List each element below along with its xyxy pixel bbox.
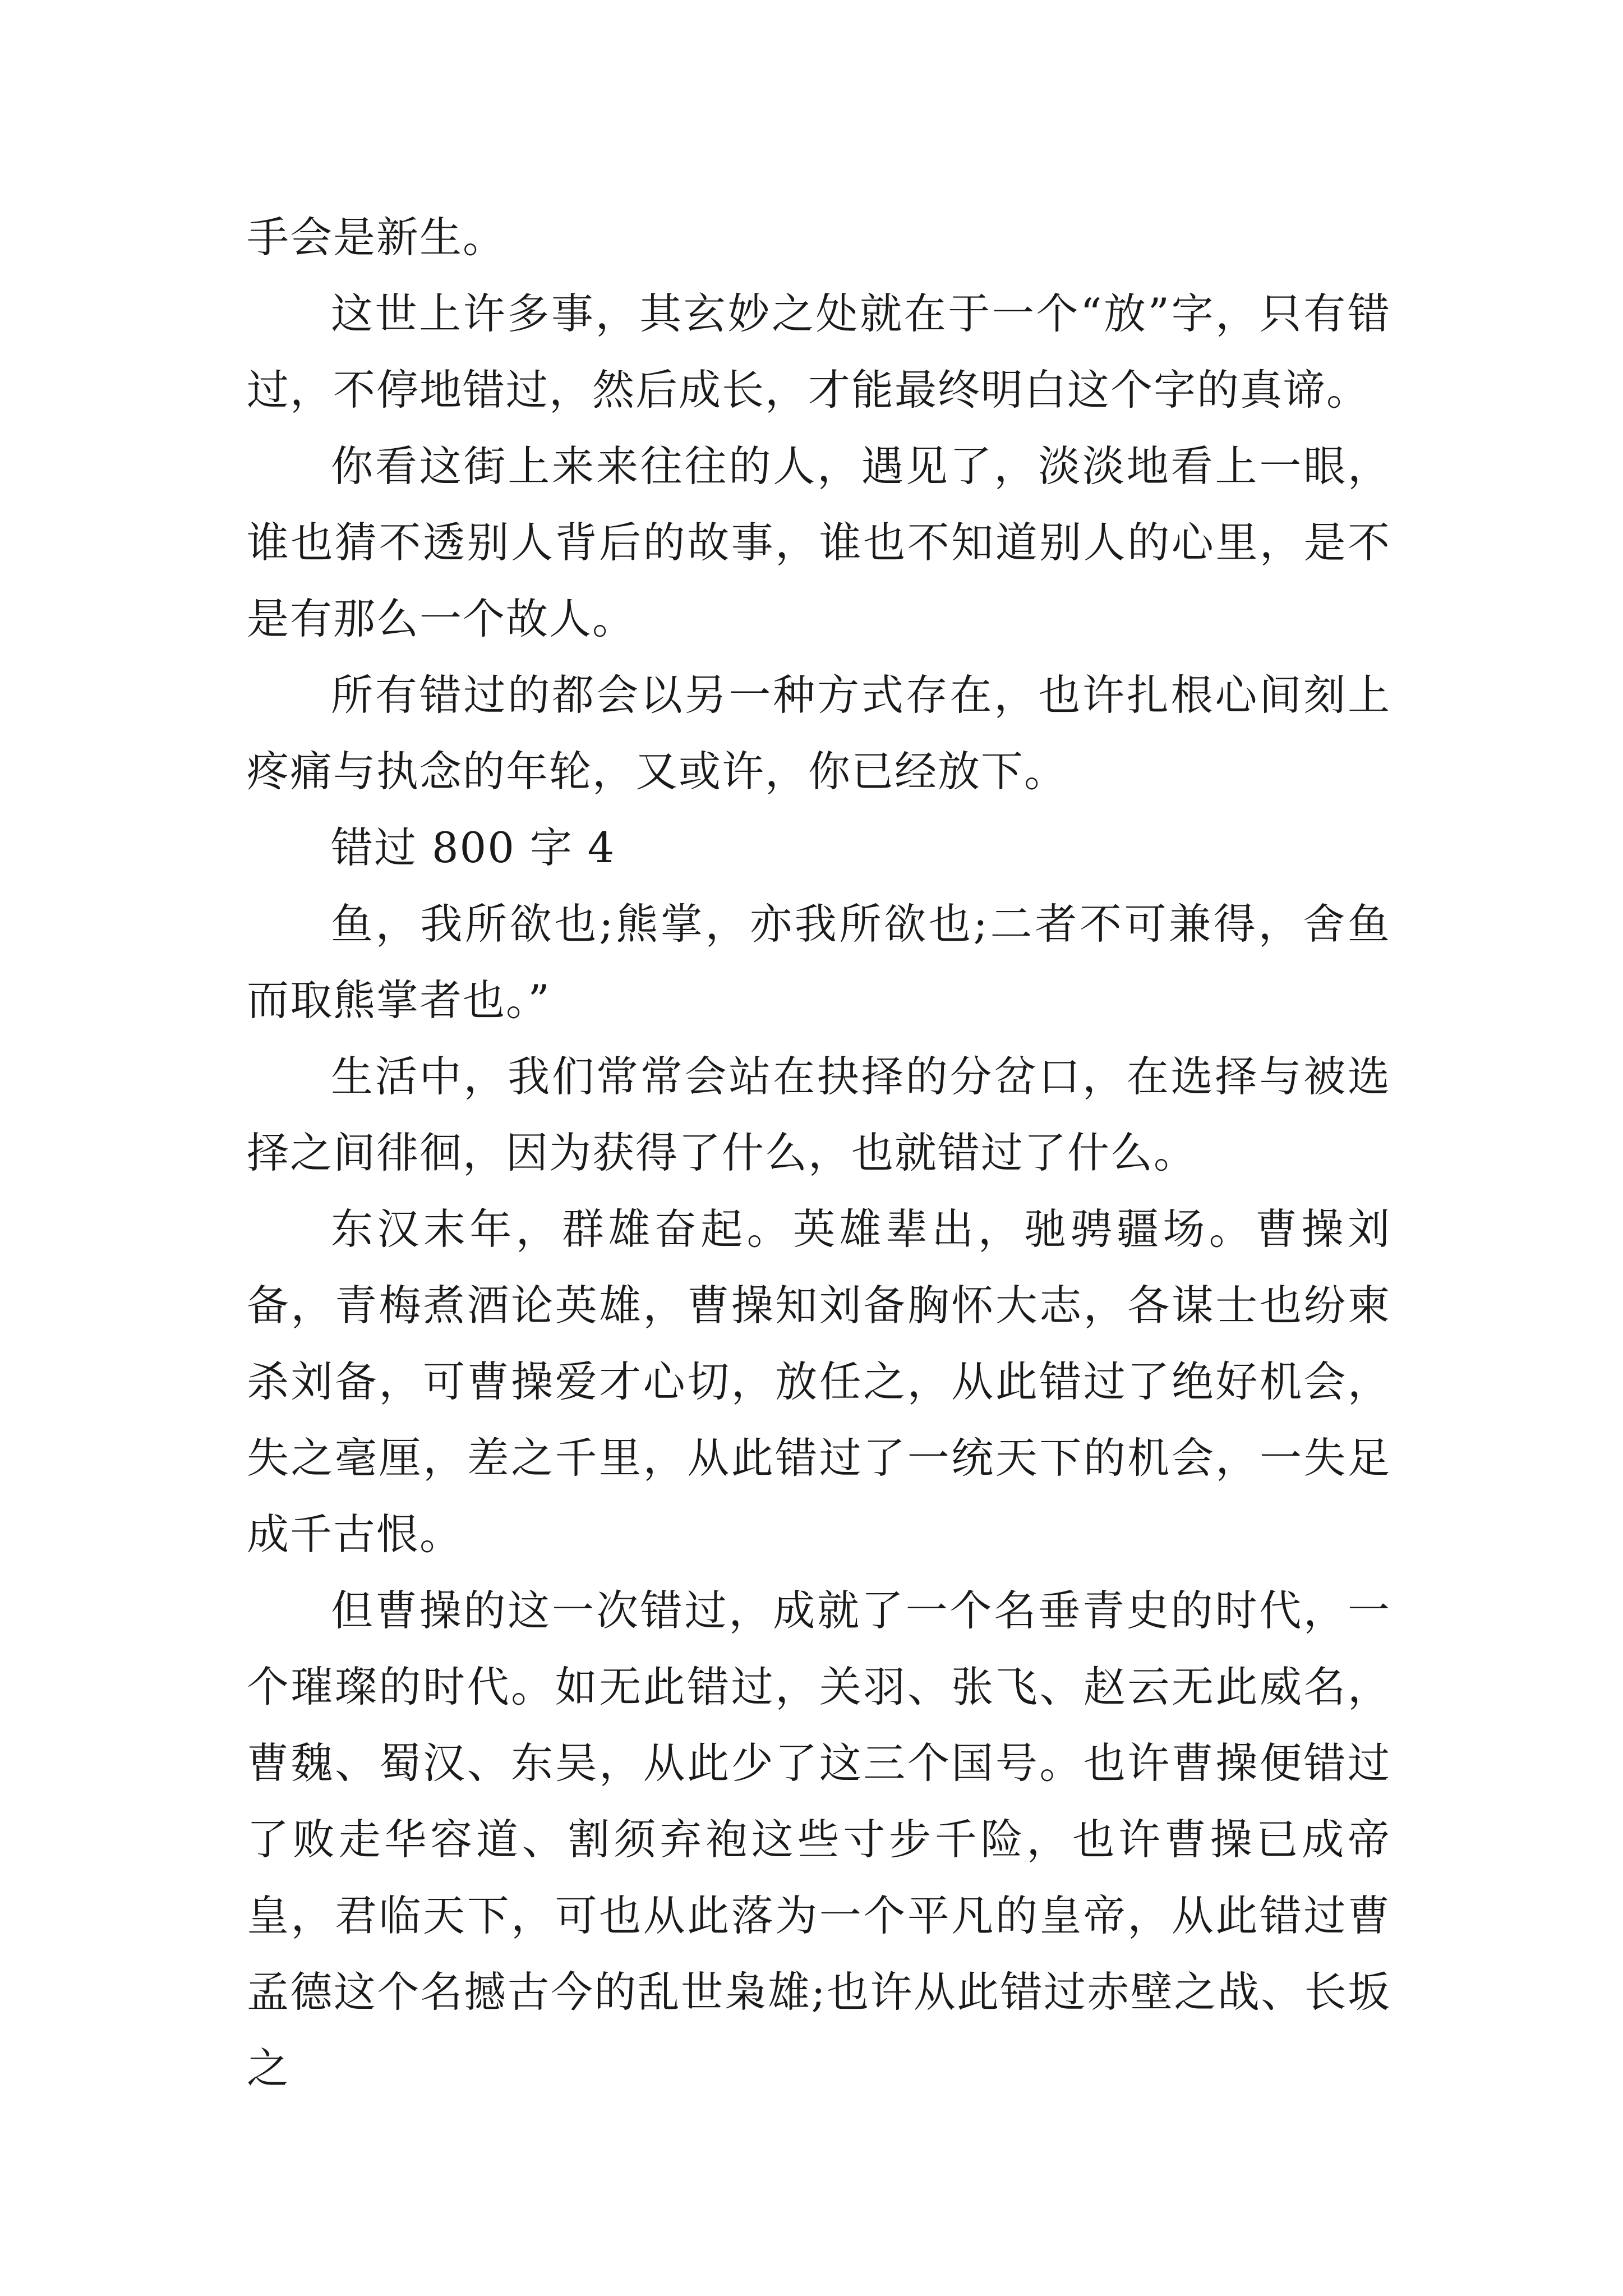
paragraph-7: 生活中，我们常常会站在抉择的分岔口，在选择与被选择之间徘徊，因为获得了什么，也就错过了什么。 [247, 1052, 1391, 1177]
paragraph-9: 但曹操的这一次错过，成就了一个名垂青史的时代，一个璀璨的时代。如无此错过，关羽、张飞、赵云无此威名，曹魏、蜀汉、东吴，从此少了这三个国号。也许曹操便错过了败走华容道、割须弃袍这些寸步千险，也许曹操已成帝皇，君临天下，可也从此落为一个平凡的皇帝，从此错过曹孟德这个名撼古今的乱世枭雄;也许从此错过赤壁之战、长坂之 [247, 1586, 1391, 2093]
paragraph-8: 东汉末年，群雄奋起。英雄辈出，驰骋疆场。曹操刘备，青梅煮酒论英雄，曹操知刘备胸怀大志，各谋士也纷柬杀刘备，可曹操爱才心切，放任之，从此错过了绝好机会，失之毫厘，差之千里，从此错过了一统天下的机会，一失足成千古恨。 [247, 1204, 1391, 1559]
document-body [247, 199, 1391, 2106]
paragraph-4: 所有错过的都会以另一种方式存在，也许扎根心间刻上疼痛与执念的年轮，又或许，你已经放下。 [247, 670, 1391, 796]
paragraph-3: 你看这街上来来往往的人，遇见了，淡淡地看上一眼，谁也猜不透别人背后的故事，谁也不知道别人的心里，是不是有那么一个故人。 [247, 441, 1391, 643]
paragraph-6: 鱼，我所欲也;熊掌，亦我所欲也;二者不可兼得，舍鱼而取熊掌者也。” [247, 899, 1391, 1025]
paragraph-2: 这世上许多事，其玄妙之处就在于一个“放”字，只有错过，不停地错过，然后成长，才能最终明白这个字的真谛。 [247, 289, 1391, 415]
paragraph-1: 手会是新生。 [247, 213, 506, 262]
section-heading: 错过 800 字 4 [331, 823, 616, 872]
